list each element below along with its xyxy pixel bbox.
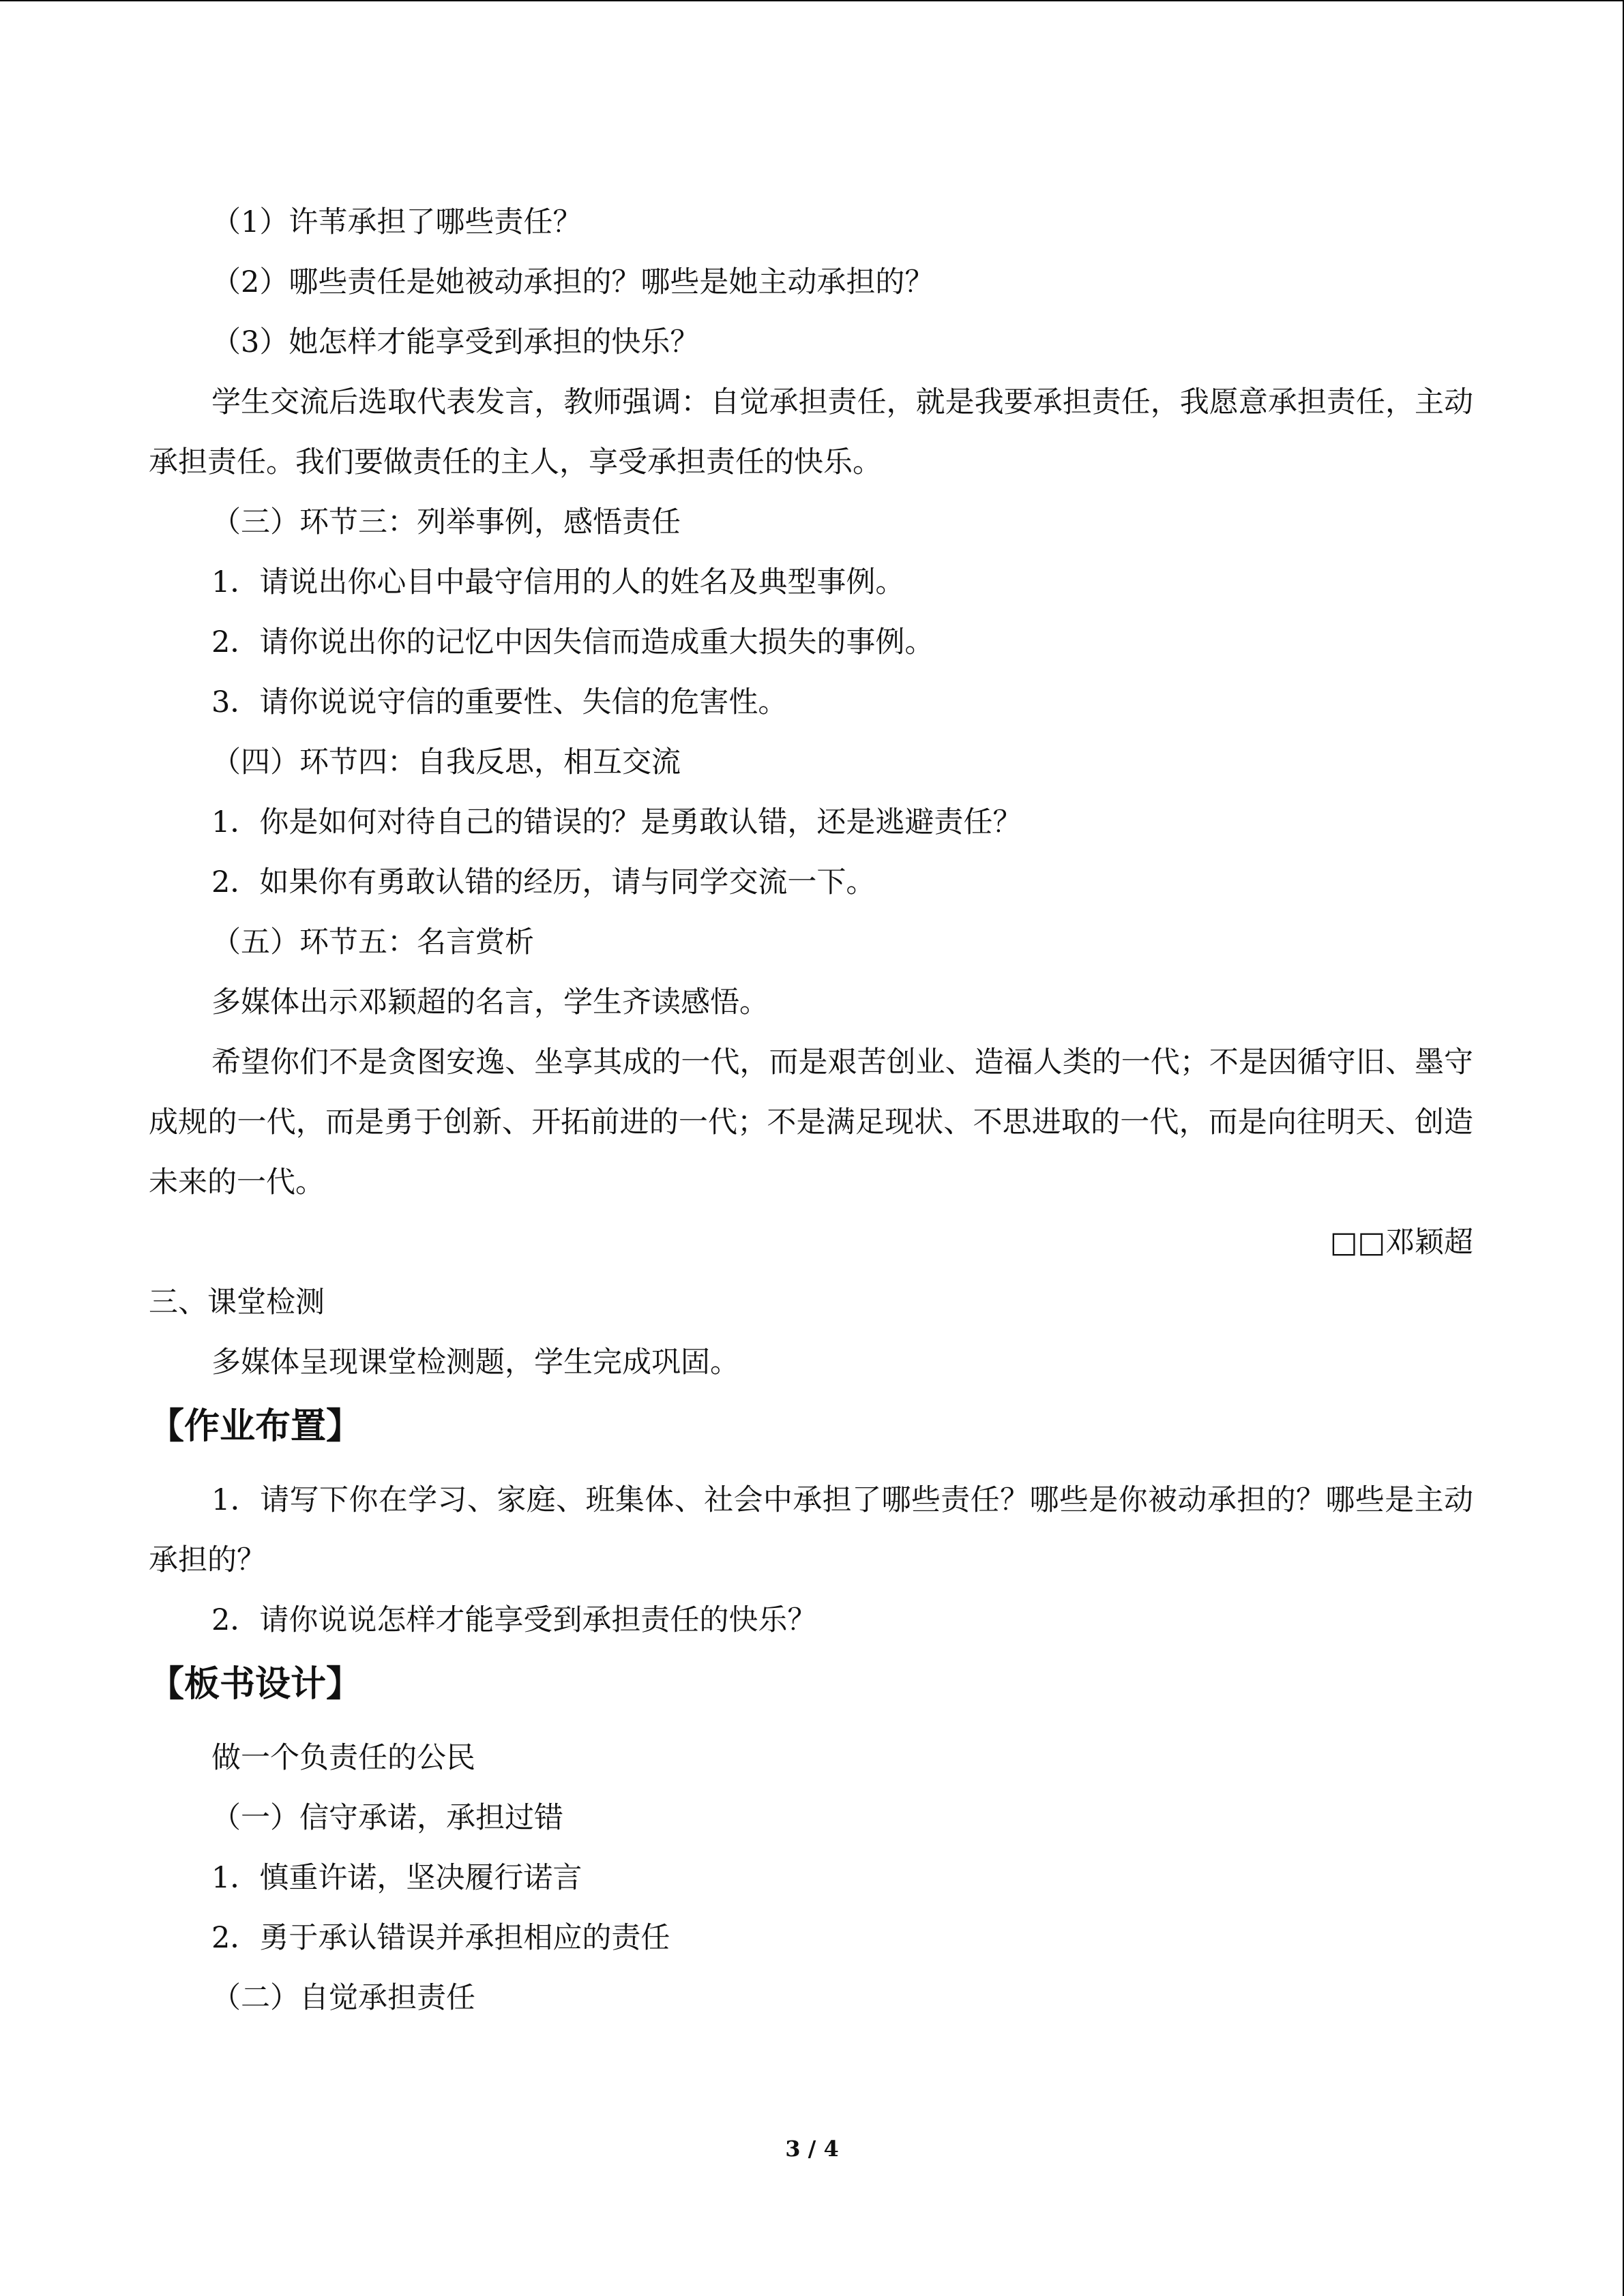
- section-3-item-1: 1．请说出你心目中最守信用的人的姓名及典型事例。: [211, 565, 905, 599]
- board-subsection-1-item-1: 1．慎重许诺，坚决履行诺言: [211, 1861, 582, 1895]
- homework-heading: 【作业布置】: [149, 1406, 362, 1447]
- quote-author: □□邓颖超: [1329, 1225, 1473, 1259]
- homework-item-2: 2．请你说说怎样才能享受到承担责任的快乐？: [211, 1603, 817, 1637]
- page-content: [149, 192, 1473, 2028]
- section-4-title: （四）环节四：自我反思，相互交流: [211, 745, 681, 779]
- part-3-text: 多媒体呈现课堂检测题，学生完成巩固。: [211, 1345, 739, 1380]
- board-design-heading: 【板书设计】: [149, 1664, 362, 1705]
- page-number: 3 / 4: [785, 2136, 839, 2162]
- question-2: （2）哪些责任是她被动承担的？哪些是她主动承担的？: [211, 265, 934, 299]
- section-4-item-2: 2．如果你有勇敢认错的经历，请与同学交流一下。: [211, 865, 876, 899]
- board-subsection-1: （一）信守承诺，承担过错: [211, 1801, 563, 1835]
- question-1: （1）许苇承担了哪些责任？: [211, 205, 582, 239]
- question-3: （3）她怎样才能享受到承担的快乐？: [211, 325, 700, 359]
- board-subsection-2: （二）自觉承担责任: [211, 1981, 475, 2015]
- board-title: 做一个负责任的公民: [211, 1741, 475, 1775]
- section-3-title: （三）环节三：列举事例，感悟责任: [211, 505, 681, 539]
- section-3-item-2: 2．请你说出你的记忆中因失信而造成重大损失的事例。: [211, 625, 934, 659]
- deng-yingchao-quote: 希望你们不是贪图安逸、坐享其成的一代，而是艰苦创业、造福人类的一代；不是因循守旧、墨守成规的一代，而是勇于创新、开拓前进的一代；不是满足现状、不思进取的一代，而是向往明天、创造未来的一代。: [149, 1045, 1473, 1199]
- section-5-title: （五）环节五：名言赏析: [211, 925, 534, 959]
- homework-item-1: 1．请写下你在学习、家庭、班集体、社会中承担了哪些责任？哪些是你被动承担的？哪些是主动承担的？: [149, 1483, 1473, 1577]
- part-3-title: 三、课堂检测: [149, 1285, 325, 1320]
- section-5-intro: 多媒体出示邓颖超的名言，学生齐读感悟。: [211, 985, 769, 1019]
- section-3-item-3: 3．请你说说守信的重要性、失信的危害性。: [211, 685, 788, 719]
- section-4-item-1: 1．你是如何对待自己的错误的？是勇敢认错，还是逃避责任？: [211, 805, 1022, 839]
- board-subsection-1-item-2: 2．勇于承认错误并承担相应的责任: [211, 1921, 670, 1955]
- teacher-summary: 学生交流后选取代表发言，教师强调：自觉承担责任，就是我要承担责任，我愿意承担责任，主动承担责任。我们要做责任的主人，享受承担责任的快乐。: [149, 385, 1473, 479]
